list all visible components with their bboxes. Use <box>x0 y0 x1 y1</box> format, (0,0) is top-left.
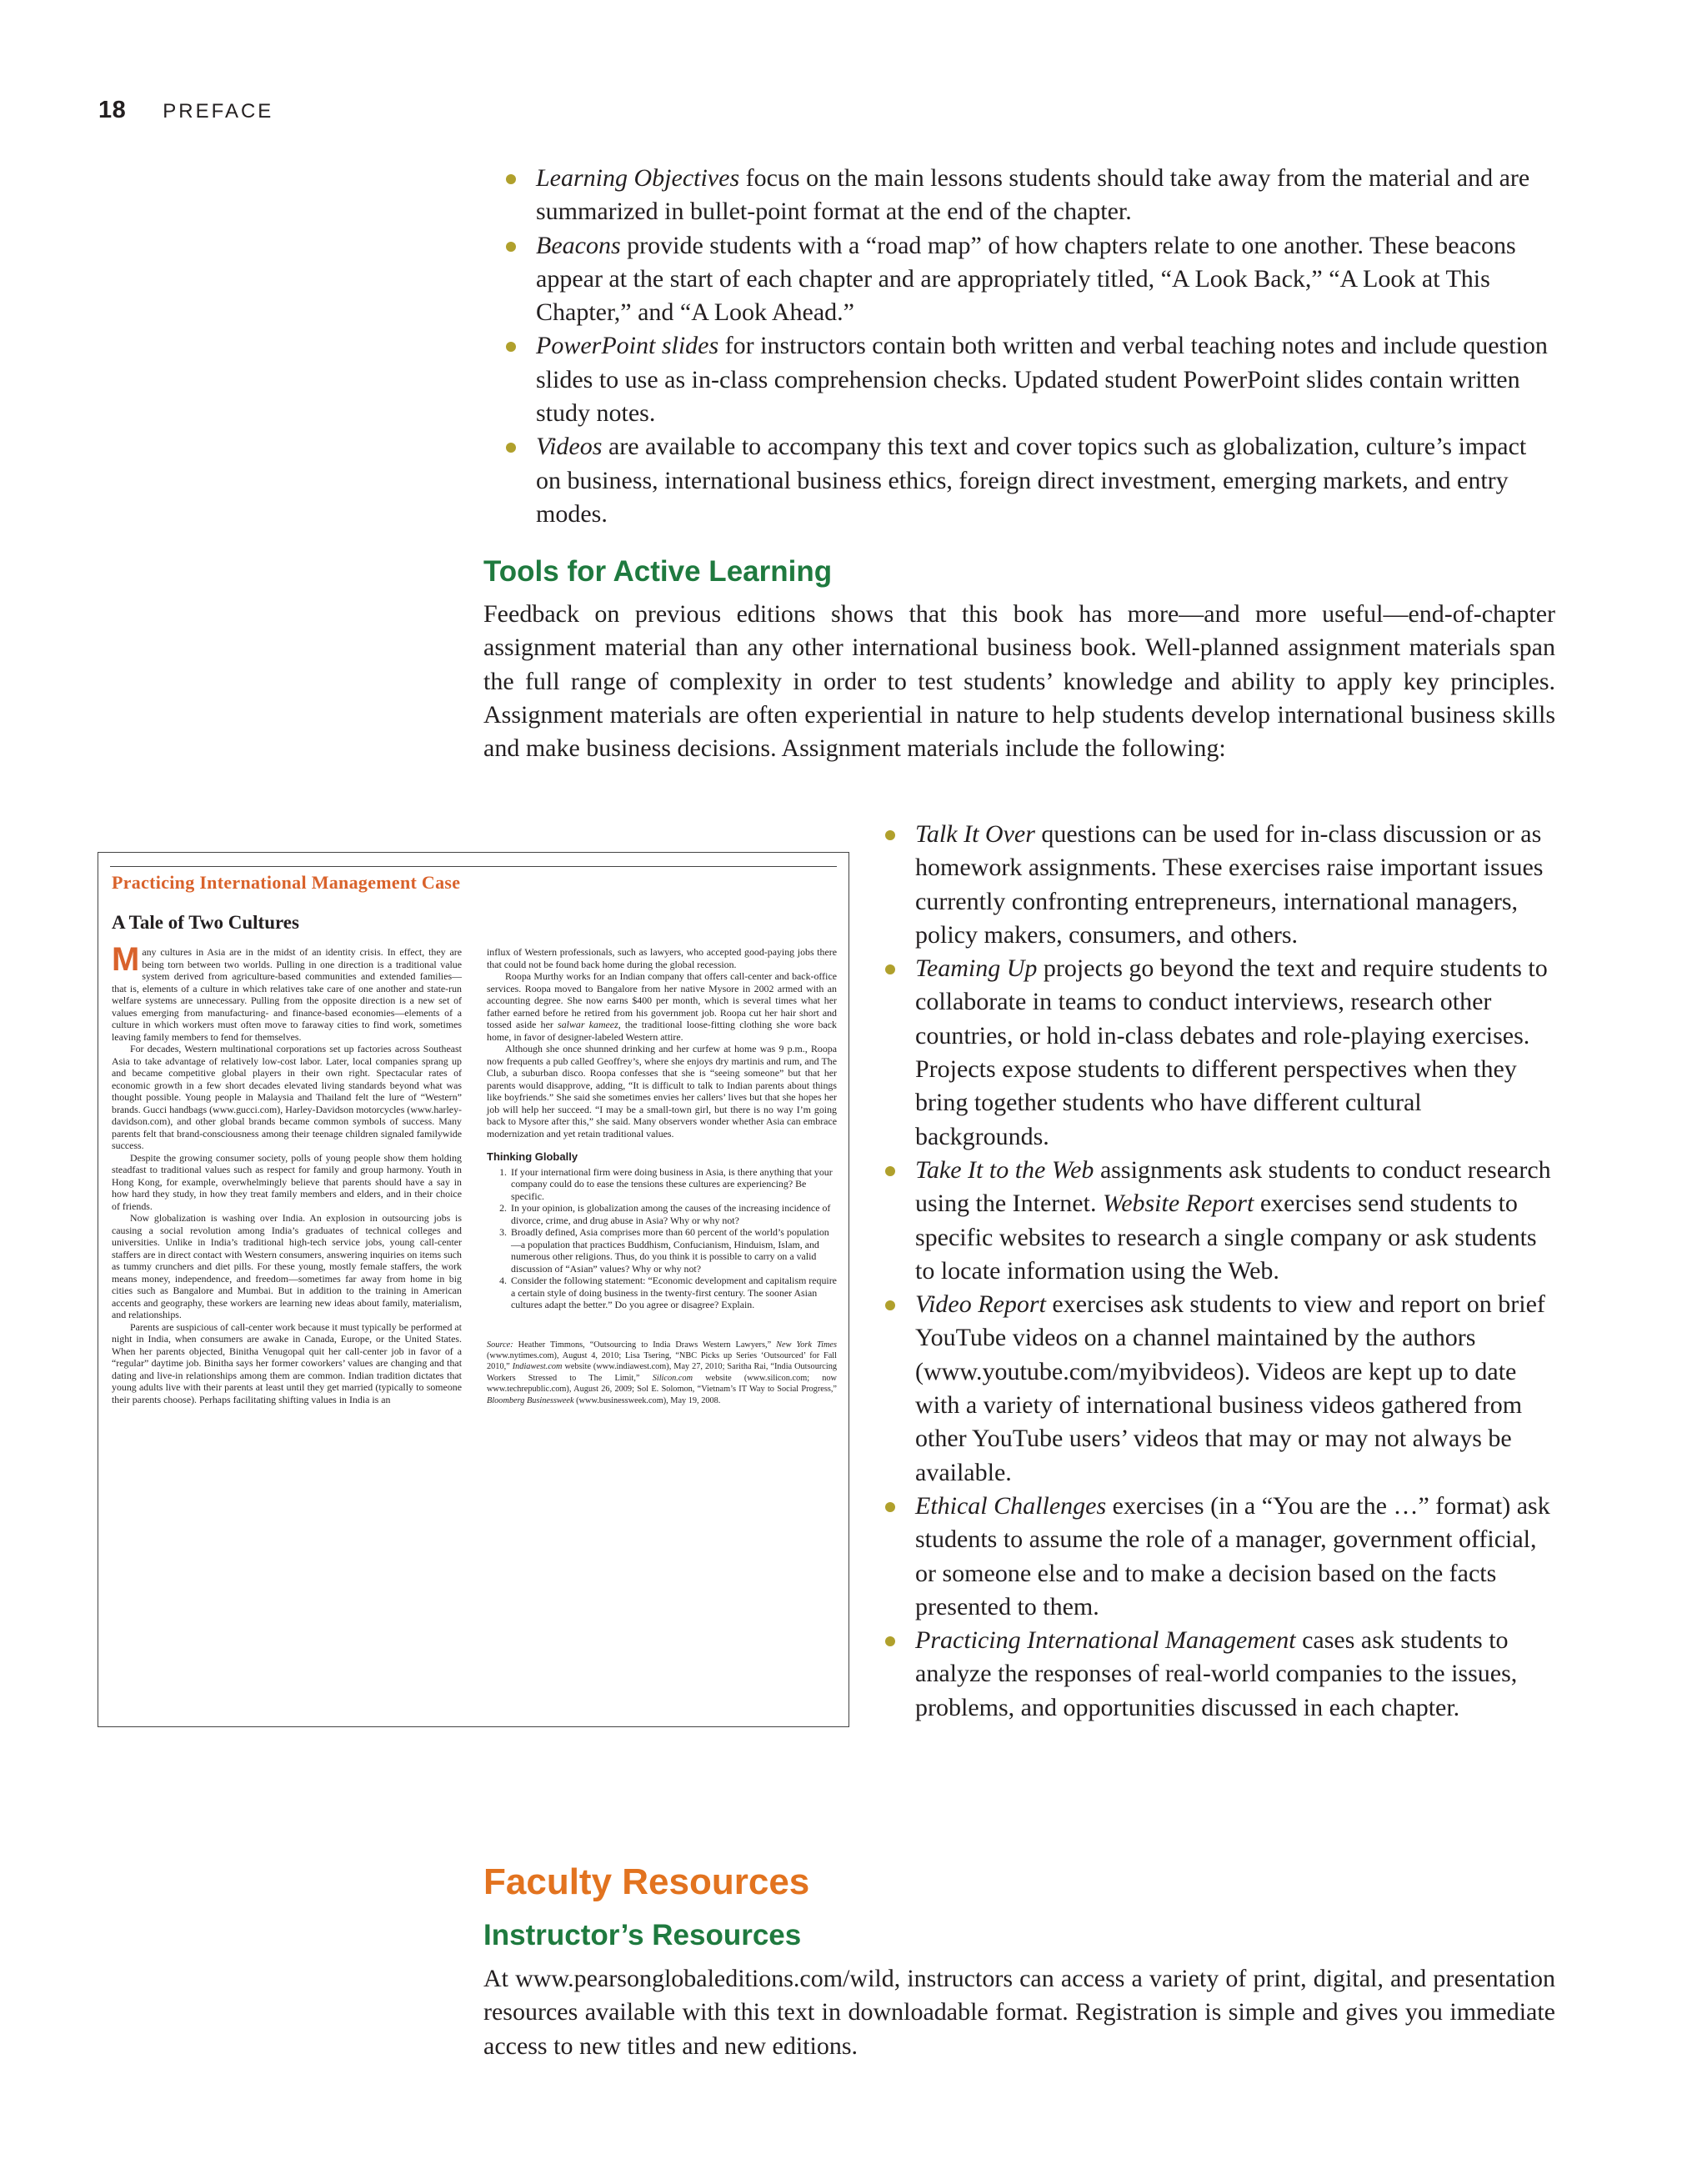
page-number: 18 <box>98 97 127 123</box>
case-paragraph-text: Roopa Murthy works for an Indian company that offers call-center and back-office services. Roopa moved to Bangalore from her native Mysore in 2002 armed with an accounting degree. She now earns $400 per month, which is several times what her father earned before he retired from his government job. Roopa cut her hair short and tossed aside her <box>487 970 837 1030</box>
case-paragraph: Despite the growing consumer society, polls of young people show them holding steadfast to traditional values such as respect for family and group harmony. Youth in Hong Kong, for example, overwhelmingly believe that parents should have a say in how hard they study, in how they treat family members and elders, and in their choice of friends. <box>112 1151 462 1212</box>
page-header <box>98 97 273 124</box>
source-publication: Silicon.com <box>652 1373 693 1383</box>
bullet-icon <box>506 242 516 252</box>
source-text: Heather Timmons, “Outsourcing to India Draws Western Lawyers,” <box>513 1340 777 1350</box>
bullet-term: Talk It Over <box>915 820 1035 848</box>
bullet-text: exercises (in a “You are the …” format) ask students to assume the role of a manager, government official, or someone else and to make a decision based on the facts presented to them. <box>915 1491 1550 1620</box>
case-paragraph-text: the traditional loose-fitting clothing she wore back home, in favor of designer-labeled Western attire. <box>487 1019 837 1043</box>
source-text: website (www.indiawest.com), May 27, 2010; Saritha Rai, “India Outsourcing Workers Stressed to The Limit,” <box>487 1362 838 1383</box>
case-column-right <box>487 946 837 1406</box>
subheading-instructor: Instructor’s Resources <box>483 1919 802 1951</box>
source-text: (www.nytimes.com), August 4, 2010; Lisa Tsering, “NBC Picks up Series ‘Outsourced’ for Fall 2010,” <box>487 1350 837 1372</box>
case-paragraph: Now globalization is washing over India. An explosion in outsourcing jobs is causing a social revolution among India’s graduates of technical colleges and universities. Unlike in India’s traditional high-tech service jobs, young call-center staffers are in direct contact with Western consumers, answering inquiries on items such as tummy crunchers and diet pills. For these young, mostly female staffers, the work means money, independence, and freedom—sometimes far away from home in big cities such as Bangalore and Mumbai. But in addition to the training in American accents and geography, these workers are learning new ideas about family, materialism, and relationships. <box>112 1212 462 1320</box>
source-text: (www.businessweek.com), May 19, 2008. <box>573 1395 721 1405</box>
bullet-term: Teaming Up <box>915 954 1038 983</box>
list-item <box>885 1288 1560 1490</box>
case-paragraph <box>112 941 462 1043</box>
list-item <box>885 1490 1560 1624</box>
bullet-term: Videos <box>536 433 603 461</box>
case-paragraph-term: salwar kameez, <box>558 1019 621 1030</box>
bullet-text: are available to accompany this text and cover topics such as globalization, culture’s impact on business, international business ethics, foreign direct investment, emerging markets, and entry modes. <box>536 433 1527 528</box>
bullet-term: Learning Objectives <box>536 164 740 192</box>
case-column-left <box>112 941 462 1405</box>
case-paragraph: influx of Western professionals, such as lawyers, who accepted good-paying jobs there that could not be found back home during the global recession. <box>487 946 837 970</box>
case-paragraph: Although she once shunned drinking and her curfew at home was 9 p.m., Roopa now frequents a pub called Geoffrey’s, where she enjoys dry martinis and rum, and The Club, a suburban disco. Roopa confesses that she is “seeing someone” but that her parents would disapprove, adding, “It is difficult to talk to Indian parents about things like boyfriends.” She said she sometimes envies her callers’ lives but that she hopes her job will help her succeed. “I may be a small-town girl, but there is no way I’m going back to Mysore after this,” she said. Many observers wonder whether Asia can embrace modernization and yet retain traditional values. <box>487 1043 837 1140</box>
case-box <box>98 852 849 1727</box>
bullet-text: focus on the main lessons students should take away from the material and are summarized in bullet-point format at the end of the chapter. <box>536 164 1530 226</box>
question-item: 1. If your international firm were doing business in Asia, is there anything that your company could do to ease the tensions these cultures are experiencing? Be specific. <box>509 1166 837 1203</box>
tools-paragraph: Feedback on previous editions shows that this book has more—and more useful—end-of-chapter assignment material than any other international business book. Well-planned assignment materials span the full range of complexity in order to test students’ knowledge and ability to apply key principles. Assignment materials are often experiential in nature to help students develop international business skills and make business decisions. Assignment materials include the following: <box>483 600 1555 763</box>
bullet-text: provide students with a “road map” of how chapters relate to one another. These beacons appear at the start of each chapter and are appropriately titled, “A Look Back,” “A Look at This Chapter,” and “A Look Ahead.” <box>536 231 1516 327</box>
bullet-term: Practicing International Management <box>915 1626 1296 1655</box>
case-paragraph <box>487 970 837 1043</box>
bullet-term: Take It to the Web <box>915 1155 1094 1184</box>
bullet-icon <box>885 1300 895 1310</box>
bullet-icon <box>885 1502 895 1512</box>
bullet-icon <box>506 174 516 184</box>
question-item: 2. In your opinion, is globalization among the causes of the increasing incidence of divorce, crime, and drug abuse in Asia? Why or why not? <box>509 1202 837 1226</box>
source-publication: New York Times <box>776 1340 837 1350</box>
drop-cap: M <box>112 941 140 978</box>
bullet-term: Beacons <box>536 231 621 259</box>
case-paragraph-text: any cultures in Asia are in the midst of an identity crisis. In effect, they are being torn between two worlds. Pulling in one direction is a traditional value system derived from agriculture-based communities and extended families—that is, elements of a culture in which relatives take care of one another and state-run welfare systems are unnecessary. Pulling from the opposite direction is a new set of values emerging from manufacturing- and finance-based economies—elements of a culture in which workers must often move to faraway cities to find work, sometimes leaving family members to fend for themselves. <box>112 946 462 1043</box>
features-bullet-list <box>506 162 1554 531</box>
bullet-text: projects go beyond the text and require students to collaborate in teams to conduct interviews, research other countries, or hold in-class debates and role-playing exercises. Projects expose students to different perspectives when they bring together students who have different cultural backgrounds. <box>915 954 1548 1150</box>
list-item <box>885 818 1560 952</box>
list-item <box>885 952 1560 1154</box>
bullet-term: Video Report <box>915 1290 1046 1319</box>
bullet-text: cases ask students to analyze the responses of real-world companies to the issues, problems, and opportunities discussed in each chapter. <box>915 1626 1518 1721</box>
case-top-rule <box>110 866 837 867</box>
list-item <box>885 1154 1560 1288</box>
bullet-icon <box>885 1166 895 1176</box>
source-publication: Indiawest.com <box>512 1362 563 1372</box>
list-item <box>506 329 1554 430</box>
case-paragraph: Parents are suspicious of call-center work because it must typically be performed at night in India, when consumers are awake in Canada, Europe, or the United States. When her parents objected, Binitha Venugopal quit her call-center job in favor of a “regular” daytime job. Binitha says her former coworkers’ values are changing and that dating and live-in relationships among them are common. Indian tradition dictates that young adults live with their parents at least until they get married (typically to someone their parents choose). Perhaps facilitating shifting values in India is an <box>112 1320 462 1405</box>
instructor-paragraph: At www.pearsonglobaleditions.com/wild, instructors can access a variety of print, digital, and presentation resources available with this text in downloadable format. Registration is simple and gives you immediate access to new titles and new editions. <box>483 1965 1555 2060</box>
section-heading-tools: Tools for Active Learning <box>483 555 833 588</box>
bullet-text: questions can be used for in-class discussion or as homework assignments. These exercises raise important issues currently confronting entrepreneurs, international managers, policy makers, consumers, and others. <box>915 820 1544 949</box>
bullet-icon <box>506 443 516 453</box>
tools-bullet-list <box>885 818 1560 1725</box>
list-item <box>885 1624 1560 1725</box>
bullet-text: for instructors contain both written and verbal teaching notes and include question slides to use as in-class comprehension checks. Updated student PowerPoint slides contain written study notes. <box>536 332 1548 428</box>
list-item <box>506 162 1554 229</box>
bullet-term: Website Report <box>1102 1190 1254 1218</box>
case-label: Practicing International Management Case <box>112 872 461 893</box>
source-publication: Bloomberg Businessweek <box>487 1395 574 1405</box>
source-text: website (www.silicon.com; now www.techrepublic.com), August 26, 2009; Sol E. Solomon, “Vietnam’s IT Way to Social Progress,” <box>487 1373 837 1395</box>
source-note <box>487 1340 837 1406</box>
bullet-icon <box>885 964 895 974</box>
question-item: 4. Consider the following statement: “Economic development and capitalism require a certain style of doing business in the twenty-first century. The sooner Asian cultures adapt the better.” Do you agree or disagree? Explain. <box>509 1275 837 1311</box>
running-head: PREFACE <box>163 100 274 123</box>
case-paragraph: For decades, Western multinational corporations set up factories across Southeast Asia to take advantage of relatively low-cost labor. Later, local companies sprang up and became competitive global players in their own right. Spectacular rates of economic growth in a few short decades elevated living standards beyond what was thought possible. Young people in Malaysia and Thailand felt the lure of “Western” brands. Gucci handbags (www.gucci.com), Harley-Davidson motorcycles (www.harley-davidson.com), and other global brands became common symbols of success. Many parents felt that brand-consciousness among their teenage children signaled familywide success. <box>112 1043 462 1151</box>
bullet-icon <box>885 830 895 840</box>
bullet-icon <box>506 342 516 352</box>
section-heading-faculty: Faculty Resources <box>483 1861 810 1902</box>
bullet-text: exercises send students to specific websites to research a single company or ask students to locate information using the Web. <box>915 1190 1537 1285</box>
bullet-term: PowerPoint slides <box>536 332 719 360</box>
thinking-globally-heading: Thinking Globally <box>487 1150 578 1163</box>
bullet-term: Ethical Challenges <box>915 1491 1107 1520</box>
source-label: Source: <box>487 1340 513 1350</box>
bullet-icon <box>885 1636 895 1646</box>
list-item <box>506 229 1554 330</box>
question-list <box>487 1166 837 1311</box>
case-title: A Tale of Two Cultures <box>112 912 299 933</box>
list-item <box>506 430 1554 531</box>
bullet-text: assignments ask students to conduct research using the Internet. <box>915 1155 1551 1218</box>
question-item: 3. Broadly defined, Asia comprises more than 60 percent of the world’s population—a population that practices Buddhism, Confucianism, Hinduism, Islam, and numerous other religions. Thus, do you think it is possible to carry on a valid discussion of “Asian” values? Why or why not? <box>509 1226 837 1275</box>
bullet-text: exercises ask students to view and report on brief YouTube videos on a channel maintained by the authors (www.youtube.com/myibvideos). Videos are kept up to date with a variety of international business videos gathered from other YouTube users’ videos that may or may not always be available. <box>915 1290 1545 1486</box>
